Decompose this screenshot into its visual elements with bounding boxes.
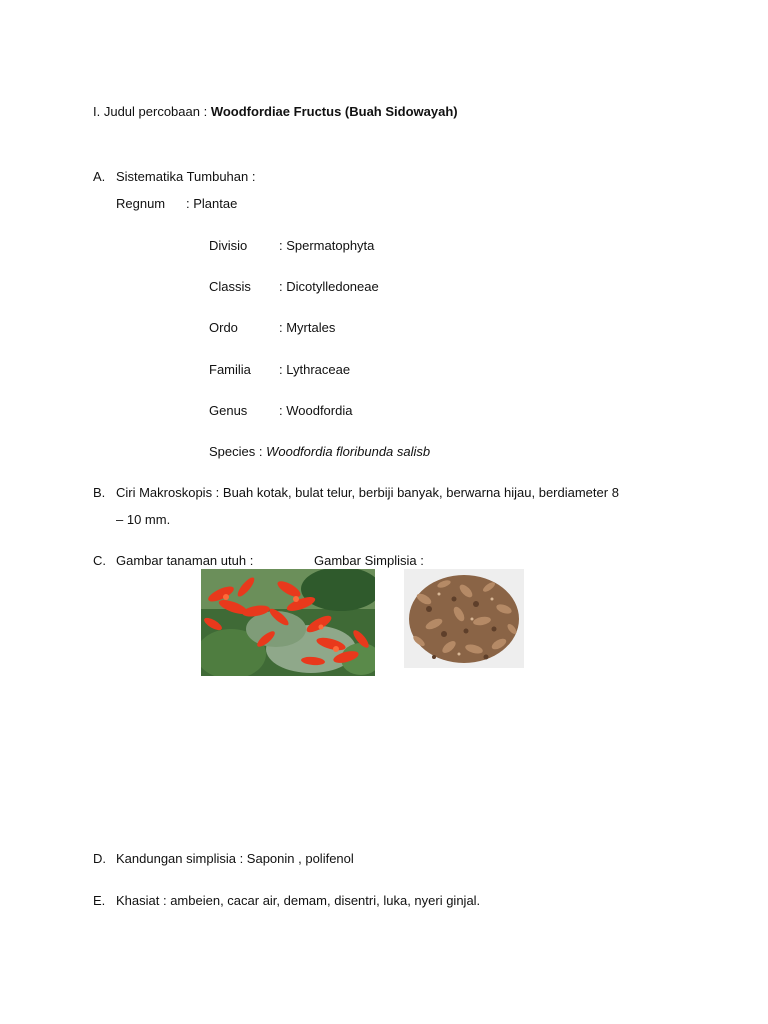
plant-photo: [201, 569, 375, 676]
species-label: Species :: [209, 444, 267, 459]
taxonomy-value-genus: : Woodfordia: [279, 403, 353, 418]
section-b-line2: – 10 mm.: [116, 512, 171, 527]
taxonomy-rank-regnum: Regnum: [116, 196, 166, 211]
taxonomy-species: [209, 444, 430, 460]
taxonomy-value-classis: : Dicotylledoneae: [279, 279, 379, 294]
title-prefix: I. Judul percobaan :: [93, 104, 211, 119]
simplisia-photo: [404, 569, 524, 668]
taxonomy-value-familia: : Lythraceae: [279, 362, 351, 377]
section-d-marker: D.: [93, 851, 106, 866]
label-plant-photo: Gambar tanaman utuh :: [116, 553, 254, 568]
title-name: Woodfordiae Fructus (Buah Sidowayah): [210, 104, 458, 119]
section-a-marker: A.: [93, 169, 106, 184]
taxonomy-rank-divisio: Divisio: [209, 238, 248, 253]
section-b-marker: B.: [93, 485, 106, 500]
section-a-heading: Sistematika Tumbuhan :: [116, 169, 256, 184]
section-b-line1: Ciri Makroskopis : Buah kotak, bulat telur, berbiji banyak, berwarna hijau, berdiameter 8: [116, 485, 619, 500]
taxonomy-rank-familia: Familia: [209, 362, 251, 377]
label-simplisia-photo: Gambar Simplisia :: [314, 553, 424, 568]
taxonomy-value-ordo: : Myrtales: [279, 320, 336, 335]
taxonomy-rank-classis: Classis: [209, 279, 251, 294]
taxonomy-value-divisio: : Spermatophyta: [279, 238, 375, 253]
section-c-marker: C.: [93, 553, 106, 568]
taxonomy-rank-ordo: Ordo: [209, 320, 238, 335]
section-e-marker: E.: [93, 893, 106, 908]
species-value: Woodfordia floribunda salisb: [266, 444, 431, 459]
taxonomy-value-regnum: : Plantae: [186, 196, 238, 211]
document-title: [93, 104, 458, 120]
section-d-text: Kandungan simplisia : Saponin , polifenol: [116, 851, 354, 866]
taxonomy-rank-genus: Genus: [209, 403, 248, 418]
section-e-text: Khasiat : ambeien, cacar air, demam, disentri, luka, nyeri ginjal.: [116, 893, 481, 908]
